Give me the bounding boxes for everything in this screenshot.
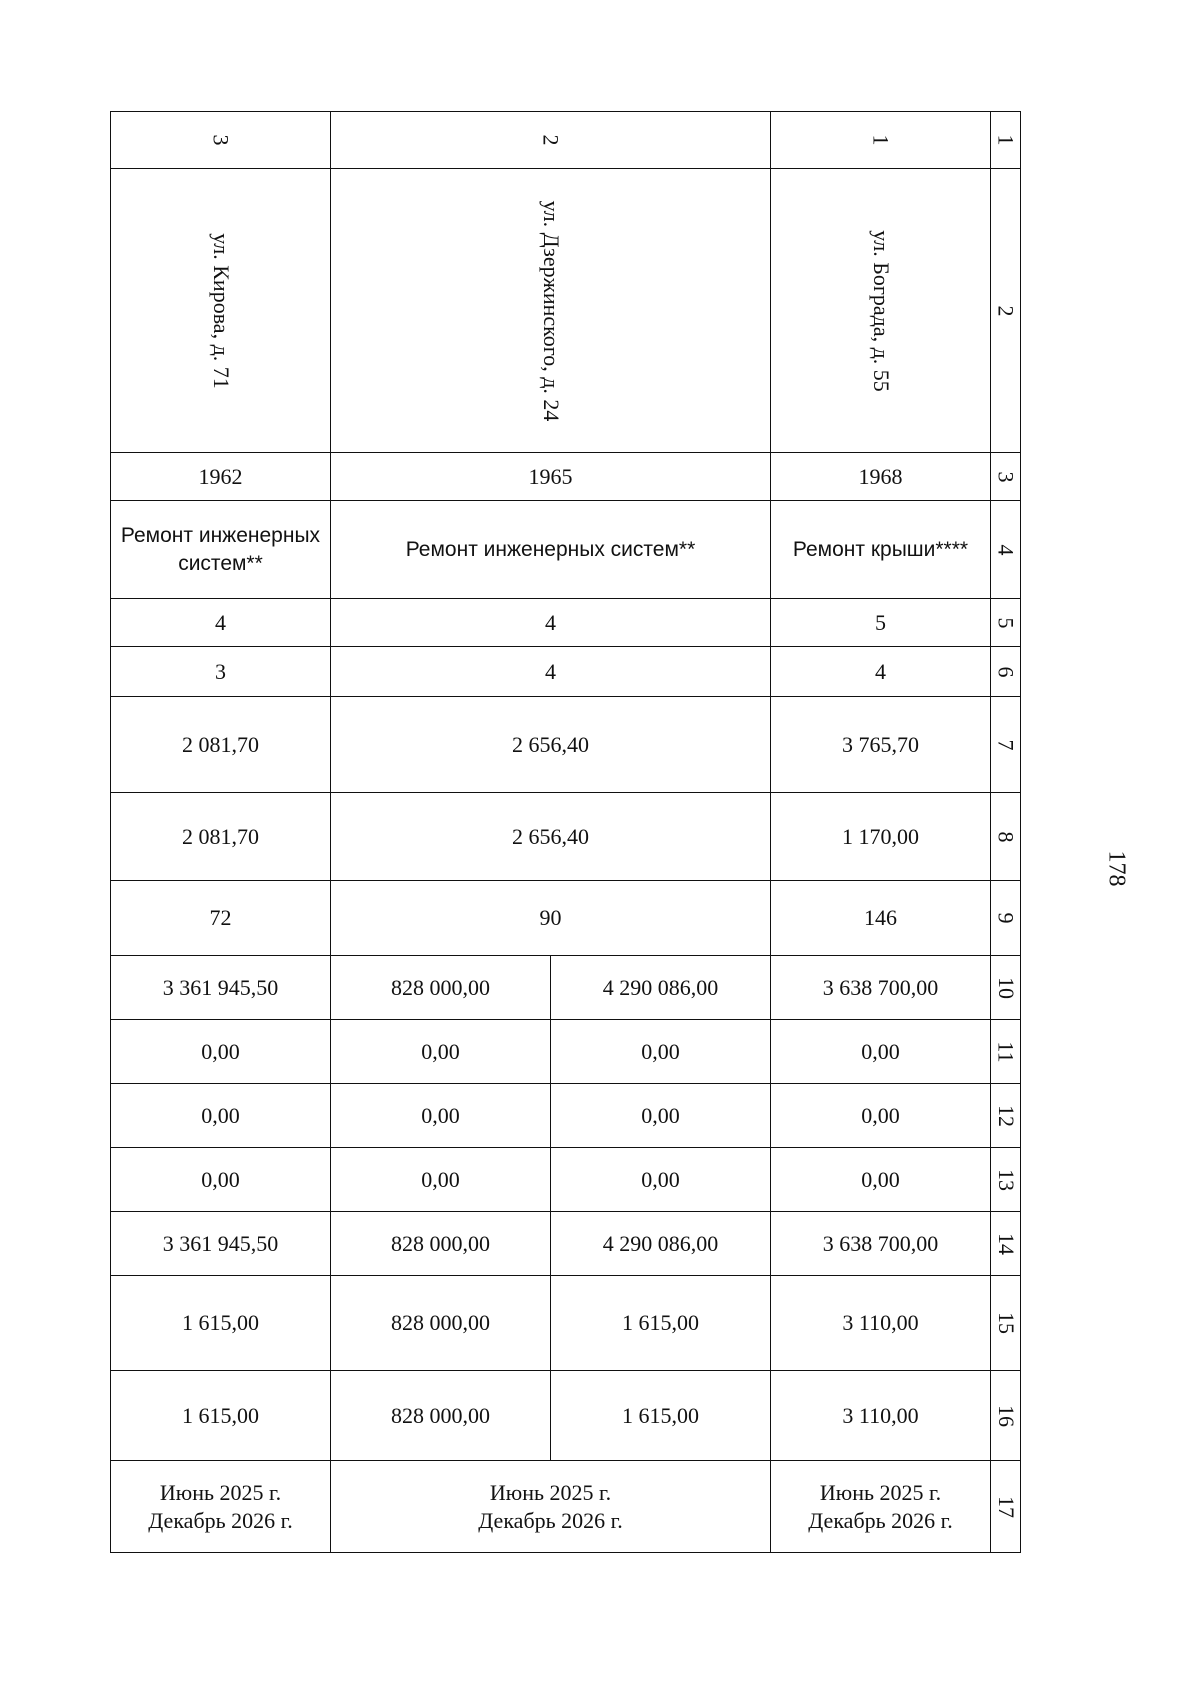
table-cell: 3 765,70 — [771, 697, 991, 793]
table-cell: 1968 — [771, 453, 991, 501]
period-start: Июнь 2025 г. — [489, 1479, 612, 1505]
row-label: 8 — [991, 793, 1021, 881]
table-cell: 3 110,00 — [771, 1276, 991, 1371]
work-type-cell: Ремонт инженерных систем** — [331, 501, 771, 599]
row-label: 14 — [991, 1212, 1021, 1276]
table-cell: 1962 — [111, 453, 331, 501]
row-label: 16 — [991, 1371, 1021, 1461]
table-cell: 0,00 — [111, 1084, 331, 1148]
table-cell: 0,00 — [771, 1020, 991, 1084]
period-cell — [771, 1461, 991, 1553]
table-cell: 0,00 — [771, 1084, 991, 1148]
address-cell: ул. Кирова, д. 71 — [111, 169, 331, 453]
table-cell: 1 615,00 — [551, 1371, 771, 1461]
period-end: Декабрь 2026 г. — [808, 1507, 953, 1533]
period-cell — [331, 1461, 771, 1553]
table-row — [111, 1148, 1021, 1212]
table-cell: 2 — [331, 112, 771, 169]
table-cell: 1 615,00 — [551, 1276, 771, 1371]
table-row — [111, 647, 1021, 697]
table-cell: 3 — [111, 112, 331, 169]
table-cell: 0,00 — [551, 1148, 771, 1212]
table-row — [111, 169, 1021, 453]
period-end: Декабрь 2026 г. — [478, 1507, 623, 1533]
table-cell: 3 361 945,50 — [111, 956, 331, 1020]
table-cell: 4 — [771, 647, 991, 697]
table-row — [111, 1020, 1021, 1084]
period-cell — [111, 1461, 331, 1553]
table-cell: 3 — [111, 647, 331, 697]
table-cell: 4 — [331, 647, 771, 697]
table-cell: 2 081,70 — [111, 697, 331, 793]
row-label: 9 — [991, 881, 1021, 956]
table-row — [111, 793, 1021, 881]
table-cell: 1965 — [331, 453, 771, 501]
row-label: 3 — [991, 453, 1021, 501]
row-label: 13 — [991, 1148, 1021, 1212]
table-cell: 2 656,40 — [331, 697, 771, 793]
table-cell: 0,00 — [331, 1084, 551, 1148]
row-label: 15 — [991, 1276, 1021, 1371]
work-type-cell: Ремонт инженерных систем** — [111, 501, 331, 599]
table-cell: 0,00 — [331, 1148, 551, 1212]
row-label: 1 — [991, 112, 1021, 169]
table-row — [111, 599, 1021, 647]
table-cell: 828 000,00 — [331, 1371, 551, 1461]
table-cell: 3 361 945,50 — [111, 1212, 331, 1276]
table-cell: 0,00 — [551, 1084, 771, 1148]
table-cell: 146 — [771, 881, 991, 956]
table-cell: 0,00 — [551, 1020, 771, 1084]
address-cell: ул. Бограда, д. 55 — [771, 169, 991, 453]
table-cell: 2 656,40 — [331, 793, 771, 881]
table-row — [111, 1371, 1021, 1461]
table-cell: 828 000,00 — [331, 1212, 551, 1276]
table-row — [111, 501, 1021, 599]
table-row — [111, 1276, 1021, 1371]
table-row — [111, 881, 1021, 956]
period-start: Июнь 2025 г. — [159, 1479, 282, 1505]
table-cell: 0,00 — [111, 1020, 331, 1084]
table-cell: 4 — [111, 599, 331, 647]
row-label: 7 — [991, 697, 1021, 793]
table-cell: 5 — [771, 599, 991, 647]
row-label: 12 — [991, 1084, 1021, 1148]
table-cell: 1 615,00 — [111, 1371, 331, 1461]
row-label: 5 — [991, 599, 1021, 647]
row-label: 11 — [991, 1020, 1021, 1084]
table-cell: 828 000,00 — [331, 1276, 551, 1371]
table-cell: 4 290 086,00 — [551, 956, 771, 1020]
table-cell: 4 290 086,00 — [551, 1212, 771, 1276]
table-row — [111, 697, 1021, 793]
page-number: 178 — [1103, 850, 1130, 887]
period-start: Июнь 2025 г. — [819, 1479, 942, 1505]
table-cell: 828 000,00 — [331, 956, 551, 1020]
address-cell: ул. Дзержинского, д. 24 — [331, 169, 771, 453]
table-cell: 90 — [331, 881, 771, 956]
table-row — [111, 956, 1021, 1020]
row-label: 17 — [991, 1461, 1021, 1553]
table-cell: 2 081,70 — [111, 793, 331, 881]
table-cell: 1 170,00 — [771, 793, 991, 881]
table-cell: 3 110,00 — [771, 1371, 991, 1461]
work-type-cell: Ремонт крыши**** — [771, 501, 991, 599]
table-cell: 3 638 700,00 — [771, 956, 991, 1020]
table-row — [111, 112, 1021, 169]
table-cell: 0,00 — [771, 1148, 991, 1212]
table-row — [111, 1461, 1021, 1553]
period-end: Декабрь 2026 г. — [148, 1507, 293, 1533]
row-label: 6 — [991, 647, 1021, 697]
table-cell: 4 — [331, 599, 771, 647]
table-cell: 72 — [111, 881, 331, 956]
table-cell: 1 — [771, 112, 991, 169]
table-cell: 3 638 700,00 — [771, 1212, 991, 1276]
table-row — [111, 1084, 1021, 1148]
table-row — [111, 453, 1021, 501]
table-cell: 1 615,00 — [111, 1276, 331, 1371]
table-row — [111, 1212, 1021, 1276]
row-label: 4 — [991, 501, 1021, 599]
table-cell: 0,00 — [111, 1148, 331, 1212]
table-cell: 0,00 — [331, 1020, 551, 1084]
row-label: 10 — [991, 956, 1021, 1020]
row-label: 2 — [991, 169, 1021, 453]
capital-repair-table — [110, 111, 1021, 1553]
